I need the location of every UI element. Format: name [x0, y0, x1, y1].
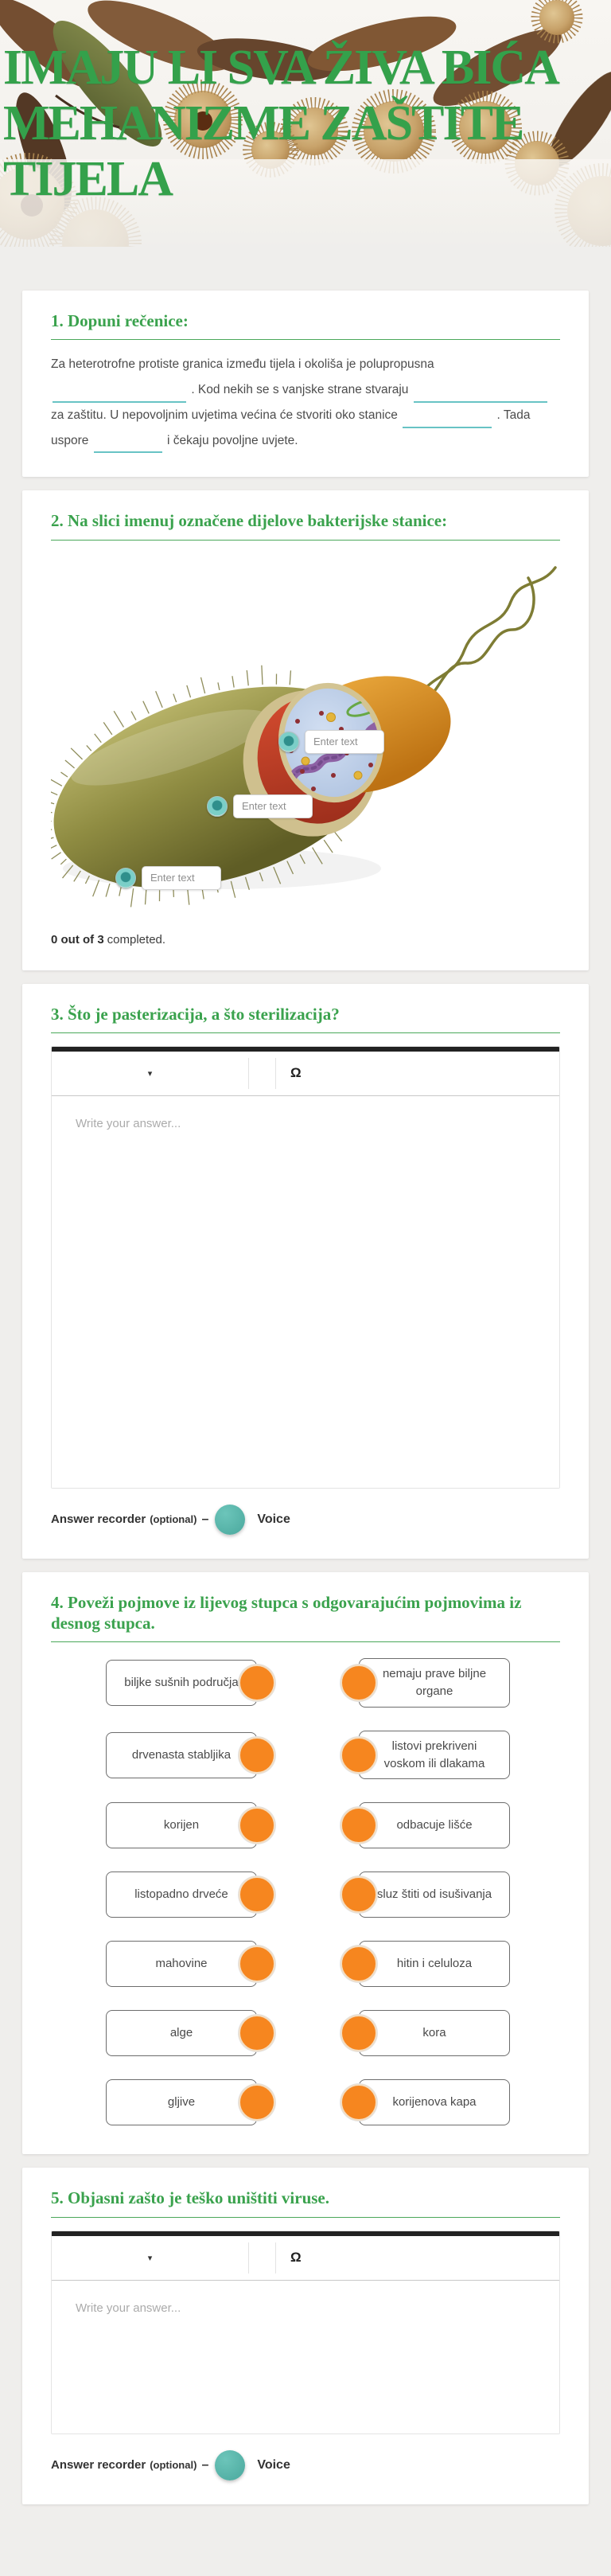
match-term-label: korijen: [163, 1818, 200, 1832]
caret-down-icon: ▾: [147, 1068, 153, 1079]
question-card-1: [22, 291, 589, 477]
toolbar-spacer: [249, 1052, 275, 1095]
match-right-term: [359, 2010, 510, 2056]
label-marker-icon: [115, 868, 136, 888]
q2-progress-status: [51, 933, 560, 946]
toolbar-spacer: [249, 2236, 275, 2280]
flagella: [413, 568, 555, 708]
question-card-5: [22, 2168, 589, 2504]
voice-record-button[interactable]: [215, 1505, 245, 1535]
label-text-input[interactable]: Enter text: [305, 730, 384, 754]
voice-record-button[interactable]: [215, 2450, 245, 2480]
match-connector-handle[interactable]: [239, 2084, 275, 2121]
voice-label: Voice: [257, 1512, 290, 1526]
match-connector-handle[interactable]: [239, 1876, 275, 1913]
match-connector-handle[interactable]: [341, 2084, 377, 2121]
question-card-4: [22, 1572, 589, 2155]
label-input-widget-3[interactable]: [115, 866, 221, 890]
q1-sentence-text: . Kod nekih se s vanjske strane stvaraju: [191, 383, 409, 397]
q5-answer-textarea[interactable]: Write your answer...: [52, 2281, 559, 2434]
question-card-2: [22, 490, 589, 970]
match-right-term: [359, 1658, 510, 1708]
match-connector-handle[interactable]: [341, 1807, 377, 1844]
match-row: [51, 1872, 560, 1918]
omega-icon: Ω: [290, 1065, 302, 1081]
match-connector-handle[interactable]: [239, 1946, 275, 1982]
match-term-label: gljive: [167, 2095, 196, 2110]
special-character-button[interactable]: [276, 1052, 346, 1095]
match-connector-handle[interactable]: [341, 1665, 377, 1701]
match-right-term: [359, 1731, 510, 1780]
editor-toolbar: [52, 2236, 559, 2281]
label-input-widget-2[interactable]: [207, 794, 313, 818]
match-term-label: korijenova kapa: [392, 2095, 477, 2110]
match-term-label: odbacuje lišće: [396, 1818, 473, 1832]
label-text-input[interactable]: Enter text: [142, 866, 221, 890]
match-connector-handle[interactable]: [341, 1737, 377, 1774]
match-term-label: biljke sušnih područja: [124, 1676, 239, 1690]
q3-answer-textarea[interactable]: Write your answer...: [52, 1096, 559, 1488]
q4-heading: 4. Poveži pojmove iz lijevog stupca s odgovarajućim pojmovima iz desnog stupca.: [51, 1592, 560, 1643]
omega-icon: Ω: [290, 2250, 302, 2266]
match-term-label: mahovine: [155, 1957, 208, 1971]
match-right-term: [359, 2079, 510, 2125]
match-left-term: [106, 1802, 257, 1848]
q1-sentence-text: za zaštitu. U nepovoljnim uvjetima većina će stvoriti oko stanice: [51, 408, 398, 422]
match-row: [51, 1731, 560, 1780]
recorder-dash: –: [201, 1512, 209, 1526]
q1-blank-input[interactable]: [403, 412, 492, 428]
progress-text: completed.: [107, 932, 166, 946]
editor-toolbar: [52, 1052, 559, 1096]
recorder-label: Answer recorder: [51, 2458, 146, 2473]
recorder-optional-label: (optional): [150, 2459, 197, 2472]
match-row: [51, 2079, 560, 2125]
match-row: [51, 1658, 560, 1708]
q5-heading: 5. Objasni zašto je teško uništiti viruse.: [51, 2188, 560, 2217]
q1-blank-input[interactable]: [94, 438, 162, 454]
match-connector-handle[interactable]: [341, 1876, 377, 1913]
match-row: [51, 1941, 560, 1987]
label-marker-icon: [278, 732, 299, 752]
q1-sentence-text: i čekaju povoljne uvjete.: [167, 433, 298, 447]
match-left-term: [106, 2010, 257, 2056]
label-text-input[interactable]: Enter text: [233, 794, 313, 818]
recorder-label: Answer recorder: [51, 1512, 146, 1527]
match-right-term: [359, 1802, 510, 1848]
match-term-label: drvenasta stabljika: [131, 1747, 232, 1762]
caret-down-icon: ▾: [147, 2253, 153, 2263]
match-term-label: kora: [422, 2026, 446, 2040]
match-term-label: sluz štiti od isušivanja: [376, 1887, 492, 1902]
label-input-widget-1[interactable]: [278, 730, 384, 754]
match-left-term: [106, 2079, 257, 2125]
q5-answer-editor: [51, 2231, 560, 2434]
match-left-term: [106, 1872, 257, 1918]
match-right-term: [359, 1941, 510, 1987]
question-card-3: [22, 984, 589, 1559]
q1-blank-input[interactable]: [414, 387, 547, 403]
q1-sentence-text: . Tada uspore: [51, 408, 531, 447]
voice-label: Voice: [257, 2457, 290, 2472]
match-left-term: [106, 1941, 257, 1987]
q3-answer-recorder: [51, 1505, 560, 1535]
match-term-label: hitin i celuloza: [396, 1957, 473, 1971]
match-connector-handle[interactable]: [239, 1807, 275, 1844]
label-marker-icon: [207, 796, 228, 817]
format-dropdown[interactable]: [52, 1052, 248, 1095]
recorder-optional-label: (optional): [150, 1513, 197, 1526]
match-connector-handle[interactable]: [239, 2015, 275, 2051]
q2-heading: 2. Na slici imenuj označene dijelove bakterijske stanice:: [51, 510, 560, 540]
q1-paragraph: [51, 352, 560, 453]
worksheet-header: [0, 0, 611, 247]
match-term-label: listovi prekriveni voskom ili dlakama: [383, 1739, 485, 1770]
match-term-label: nemaju prave biljne organe: [382, 1667, 487, 1699]
match-connector-handle[interactable]: [341, 2015, 377, 2051]
match-connector-handle[interactable]: [239, 1665, 275, 1701]
match-term-label: listopadno drveće: [134, 1887, 228, 1902]
format-dropdown[interactable]: [52, 2236, 248, 2280]
match-connector-handle[interactable]: [239, 1737, 275, 1774]
recorder-dash: –: [201, 2457, 209, 2472]
worksheet-title: IMAJU LI SVA ŽIVA BIĆA MEHANIZME ZAŠTITE TIJELA: [3, 41, 558, 206]
special-character-button[interactable]: [276, 2236, 346, 2280]
q5-answer-recorder: [51, 2450, 560, 2480]
bacterium-labeling-area: [51, 550, 560, 920]
match-left-term: [106, 1732, 257, 1778]
q1-sentence-text: Za heterotrofne protiste granica između tijela i okoliša je polupropusna: [51, 357, 434, 372]
q4-match-area: [51, 1658, 560, 2125]
match-right-term: [359, 1872, 510, 1918]
q3-answer-editor: [51, 1046, 560, 1489]
match-left-term: [106, 1660, 257, 1706]
match-connector-handle[interactable]: [341, 1946, 377, 1982]
match-row: [51, 1802, 560, 1848]
progress-count: 0 out of 3: [51, 932, 104, 946]
q3-heading: 3. Što je pasterizacija, a što sterilizacija?: [51, 1004, 560, 1033]
match-row: [51, 2010, 560, 2056]
q1-heading: 1. Dopuni rečenice:: [51, 310, 560, 340]
q1-blank-input[interactable]: [53, 387, 186, 403]
match-term-label: alge: [169, 2026, 193, 2040]
